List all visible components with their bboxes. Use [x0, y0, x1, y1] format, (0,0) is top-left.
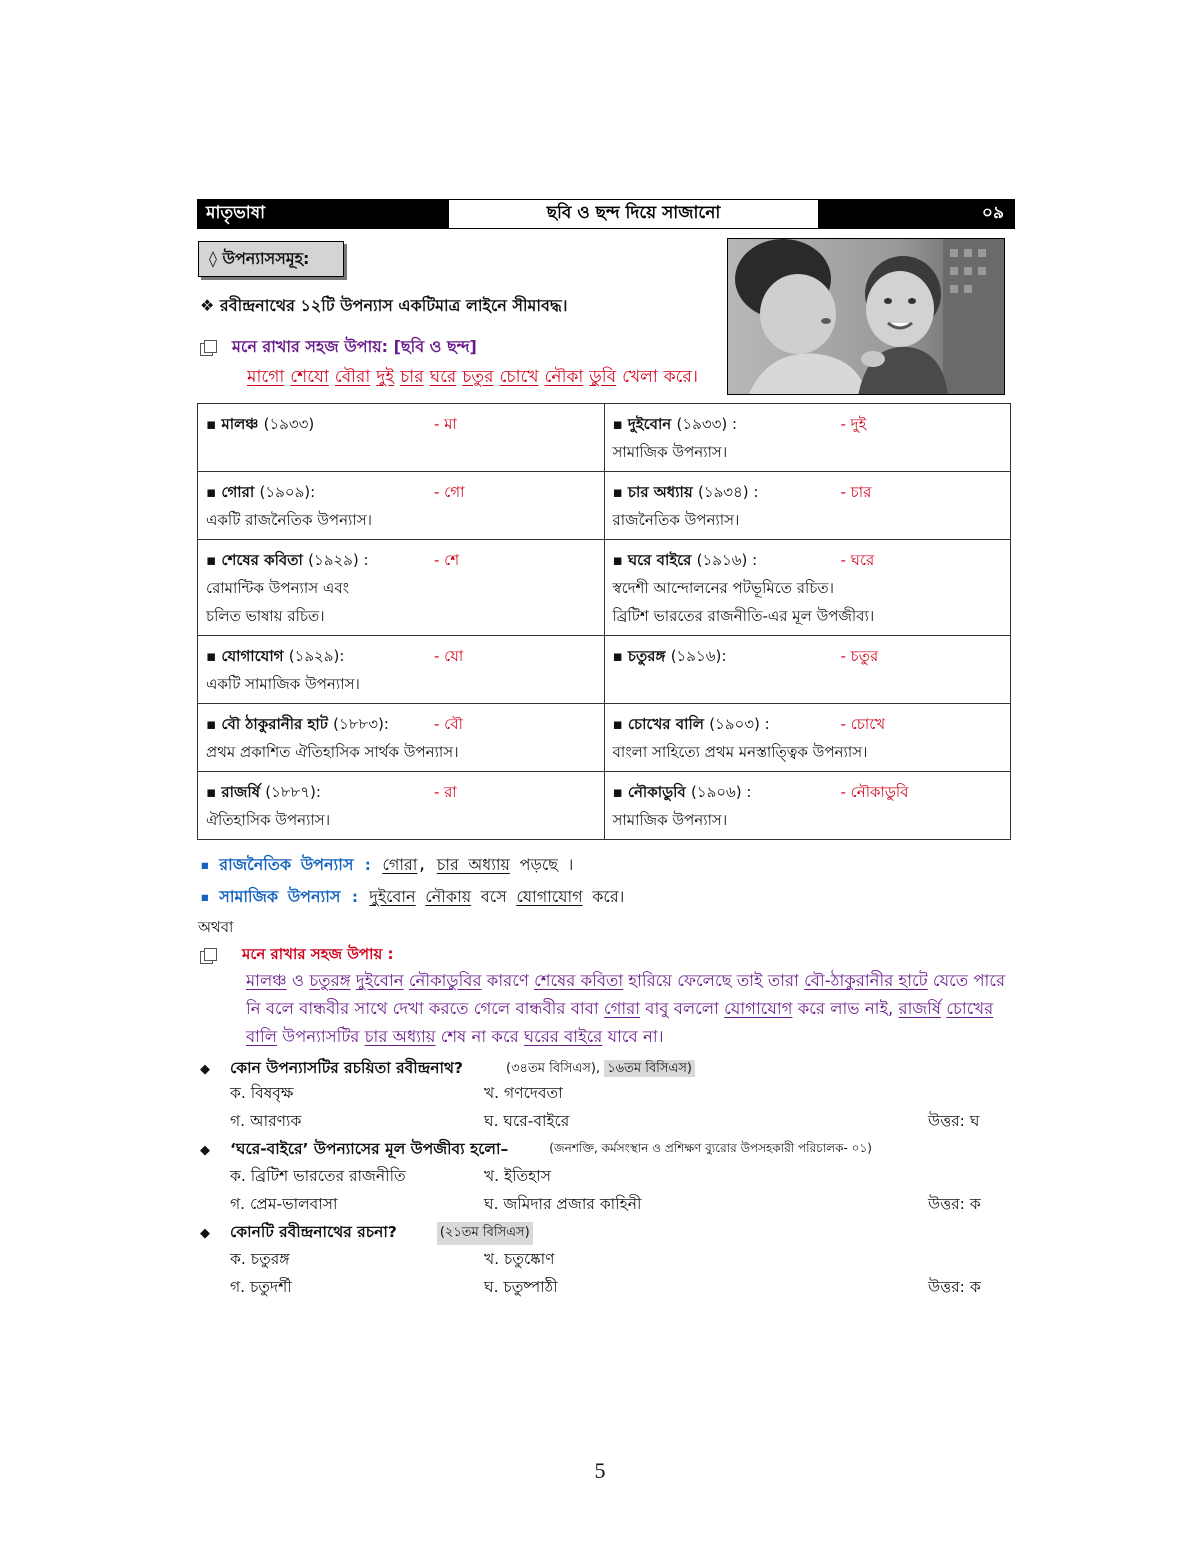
novel-heading: [206, 642, 596, 670]
story-novel-name: শেষের কবিতা: [534, 971, 624, 990]
novel-title: শেষের কবিতা: [221, 551, 303, 569]
option-d: ঘ. ঘরে-বাইরে: [484, 1112, 570, 1130]
table-row: [198, 636, 1011, 704]
novel-description: বাংলা সাহিত্যে প্রথম মনস্তাত্ত্বিক উপন্যাস।: [612, 743, 868, 761]
option-a: ক. বিষবৃক্ষ: [230, 1084, 294, 1102]
option-c: গ. চতুদর্শী: [230, 1278, 292, 1296]
story-novel-name: গোরা: [603, 999, 641, 1018]
diamond-bullet-icon: ◆: [200, 1142, 210, 1158]
novel-title: ঘরে বাইরে: [627, 551, 692, 569]
square-bullet-icon: ▪: [206, 715, 222, 733]
story-text: শেষ না করে: [435, 1027, 524, 1046]
novel-cell: [198, 404, 605, 472]
political-label: ▪ রাজনৈতিক উপন্যাস :: [200, 855, 373, 874]
answer: উত্তর: ক: [928, 1195, 981, 1213]
story-novel-name: ঘরের বাইরে: [523, 1027, 603, 1046]
mnemonic-word: ডুবি: [589, 367, 617, 387]
novel-title: দুইবোন: [627, 415, 672, 433]
social-novel: দুইবোন: [369, 887, 416, 906]
option-b: খ. চতুষ্কোণ: [484, 1250, 555, 1268]
story-novel-name: চতুরঙ্গ: [309, 971, 351, 990]
story-novel-name: চার অধ্যায়: [364, 1027, 436, 1046]
square-bullet-icon: ▪: [612, 483, 628, 501]
story-text: হারিয়ে ফেলেছে তাই তারা: [623, 971, 805, 990]
political-novel: গোরা: [382, 855, 418, 874]
story-novel-name: দুইবোন: [355, 971, 404, 990]
or-text: অথবা: [198, 918, 234, 936]
novel-year: (১৯০৯):: [259, 483, 316, 501]
novel-description: স্বদেশী আন্দোলনের পটভূমিতে রচিত।: [612, 579, 835, 597]
novel-mnemonic-code: - মা: [434, 415, 457, 433]
novel-description: ঐতিহাসিক উপন্যাস।: [206, 811, 331, 829]
novel-year: (১৯৩৩): [263, 415, 315, 433]
square-bullet-icon: ▪: [612, 715, 628, 733]
option-a: ক. চতুরঙ্গ: [230, 1250, 290, 1268]
story-novel-name: মালঞ্চ: [246, 971, 287, 990]
novel-heading: [613, 778, 1003, 806]
copy-icon: [200, 948, 216, 964]
option-d: ঘ. চতুষ্পাঠী: [484, 1278, 558, 1296]
answer: উত্তর: ক: [928, 1278, 981, 1296]
novel-title: বৌ ঠাকুরানীর হাট: [221, 715, 328, 733]
novel-title: চোখের বালি: [627, 715, 704, 733]
table-row: [198, 472, 1011, 540]
social-label: ▪ সামাজিক উপন্যাস :: [200, 887, 360, 906]
square-bullet-icon: ▪: [612, 415, 628, 433]
novel-description: রাজনৈতিক উপন্যাস।: [612, 511, 740, 529]
political-novel: চার অধ্যায়: [436, 855, 510, 874]
option-a: ক. ব্রিটিশ ভারতের রাজনীতি: [230, 1167, 406, 1185]
novel-title: চতুরঙ্গ: [627, 647, 666, 665]
novel-year: (১৯১৬):: [670, 647, 727, 665]
novel-cell: [604, 772, 1011, 840]
novel-mnemonic-code: - ঘরে: [840, 551, 875, 569]
mnemonic-word: মাগো: [247, 367, 285, 387]
chapter-header: [197, 199, 1015, 229]
novel-description: সামাজিক উপন্যাস।: [612, 443, 728, 461]
political-separator: ,: [417, 855, 428, 874]
novel-mnemonic-code: - বৌ: [434, 715, 463, 733]
novel-mnemonic-code: - গো: [434, 483, 465, 501]
novel-name: [613, 410, 841, 438]
novel-heading: [613, 410, 1003, 438]
diamond-bullet-icon: ◆: [200, 1061, 210, 1077]
novel-cell: [604, 540, 1011, 636]
square-bullet-icon: ▪: [612, 783, 628, 801]
novel-name: [613, 778, 841, 806]
source-text: ১৬তম বিসিএস): [604, 1060, 695, 1077]
novel-mnemonic-code: - রা: [434, 783, 457, 801]
option-c: গ. প্রেম-ভালবাসা: [230, 1195, 338, 1213]
social-novel: নৌকায়: [425, 887, 472, 906]
political-novels-line: [200, 852, 573, 879]
novel-heading: [613, 710, 1003, 738]
table-row: [198, 772, 1011, 840]
story-novel-name: নৌকাডুবির: [408, 971, 482, 990]
square-bullet-icon: ▪: [612, 551, 628, 569]
chapter-number: ০৯: [819, 200, 1014, 228]
question-3: [200, 1220, 533, 1246]
novel-name: [613, 710, 841, 738]
square-bullet-icon: ▪: [206, 551, 222, 569]
novel-cell: [198, 472, 605, 540]
social-novel: যোগাযোগ: [516, 887, 583, 906]
novel-description: প্রথম প্রকাশিত ঐতিহাসিক সার্থক উপন্যাস।: [206, 743, 459, 761]
option-b: খ. ইতিহাস: [484, 1167, 552, 1185]
novel-year: (১৯২৯) :: [308, 551, 369, 569]
novel-cell: [604, 636, 1011, 704]
novel-heading: [613, 478, 1003, 506]
social-rest: করে।: [592, 887, 625, 906]
novel-cell: [198, 704, 605, 772]
story-novel-name: বৌ-ঠাকুরানীর হাটে: [804, 971, 928, 990]
novel-description: সামাজিক উপন্যাস।: [612, 811, 728, 829]
story-text: বাবু বললো: [640, 999, 725, 1018]
question-source: (জনশক্তি, কর্মসংস্থান ও প্রশিক্ষণ ব্যুরোর উপসহকারী পরিচালক- ০১): [549, 1141, 872, 1155]
page-number: 5: [594, 1458, 606, 1483]
square-bullet-icon: ▪: [206, 783, 222, 801]
story-text: উপন্যাসটির: [276, 1027, 365, 1046]
novel-year: (১৯০৬) :: [690, 783, 752, 801]
novel-cell: [604, 704, 1011, 772]
novel-title: গোরা: [221, 483, 255, 501]
mnemonic-word: চতুর: [462, 367, 494, 387]
novel-title: মালঞ্চ: [221, 415, 259, 433]
tip2-heading-text: মনে রাখার সহজ উপায় :: [242, 945, 394, 963]
mnemonic-word: নৌকা: [544, 367, 584, 387]
novel-title: রাজর্ষি: [221, 783, 260, 801]
novel-cell: [198, 540, 605, 636]
novel-heading: [613, 546, 1003, 574]
mnemonic-line: [247, 364, 698, 392]
option-d: ঘ. জমিদার প্রজার কাহিনী: [484, 1195, 642, 1213]
answer: উত্তর: ঘ: [928, 1112, 980, 1130]
source-separator: ,: [595, 1060, 601, 1076]
square-bullet-icon: ▪: [206, 483, 222, 501]
tip-heading-text: মনে রাখার সহজ উপায়: [ছবি ও ছন্দ]: [232, 337, 477, 356]
novel-heading: [613, 642, 1003, 670]
novel-year: (১৯৩৪) :: [697, 483, 759, 501]
tip-heading: [200, 334, 477, 361]
section-title: ◊ উপন্যাসসমূহ:: [198, 241, 344, 277]
question-1: [200, 1056, 698, 1082]
novel-title: যোগাযোগ: [221, 647, 284, 665]
novels-table: [197, 403, 1011, 840]
novel-year: (১৯৩৩) :: [676, 415, 737, 433]
mnemonic-word: করে।: [663, 367, 698, 387]
novel-title: নৌকাডুবি: [627, 783, 686, 801]
mnemonic-word: চোখে: [499, 367, 539, 387]
story-novel-name: চোখের বালি: [246, 999, 994, 1046]
novel-year: (১৯১৬) :: [696, 551, 758, 569]
story-text: কারণে: [481, 971, 535, 990]
mnemonic-word: দুই: [376, 367, 395, 387]
diamond-bullet-icon: ◆: [200, 1225, 210, 1241]
novel-mnemonic-code: - নৌকাডুবি: [840, 783, 909, 801]
novel-name: [206, 478, 434, 506]
novel-description: চলিত ভাষায় রচিত।: [206, 607, 325, 625]
novel-description: একটি সামাজিক উপন্যাস।: [206, 675, 360, 693]
novel-mnemonic-code: - যো: [434, 647, 464, 665]
story-text: করে লাভ নাই,: [792, 999, 899, 1018]
novel-name: [613, 546, 841, 574]
novel-name: [206, 410, 434, 438]
novel-heading: [206, 778, 596, 806]
novel-heading: [206, 478, 596, 506]
novel-heading: [206, 710, 596, 738]
story-novel-name: রাজর্ষি: [898, 999, 941, 1018]
novel-mnemonic-code: - দুই: [840, 415, 867, 433]
novel-cell: [198, 772, 605, 840]
novel-name: [206, 642, 434, 670]
option-b: খ. গণদেবতা: [484, 1084, 563, 1102]
mnemonic-word: খেলা: [622, 367, 658, 387]
story-novel-name: যোগাযোগ: [724, 999, 793, 1018]
mnemonic-word: চার: [400, 367, 424, 387]
photo-illustration: [728, 239, 1005, 395]
novel-mnemonic-code: - চার: [840, 483, 872, 501]
intro-line: ❖ রবীন্দ্রনাথের ১২টি উপন্যাস একটিমাত্র লাইনে সীমাবদ্ধ।: [200, 296, 568, 315]
novel-name: [206, 778, 434, 806]
novel-year: (১৮৮৭):: [265, 783, 321, 801]
subject-label: মাতৃভাষা: [198, 200, 448, 228]
novel-heading: [206, 410, 596, 438]
novel-mnemonic-code: - শে: [434, 551, 460, 569]
novel-title: চার অধ্যায়: [627, 483, 693, 501]
table-row: [198, 540, 1011, 636]
novel-year: (১৯২৯):: [288, 647, 345, 665]
question-text: কোনটি রবীন্দ্রনাথের রচনা?: [230, 1223, 397, 1241]
novel-year: (১৮৮৩):: [333, 715, 389, 733]
novel-description: ব্রিটিশ ভারতের রাজনীতি-এর মূল উপজীব্য।: [612, 607, 875, 625]
novel-name: [206, 546, 434, 574]
social-novels-line: [200, 884, 624, 911]
option-c: গ. আরণ্যক: [230, 1112, 302, 1130]
story-text: যাবে না।: [602, 1027, 664, 1046]
social-mid: বসে: [480, 887, 507, 906]
mnemonic-story: [246, 967, 1016, 1051]
copy-icon: [200, 340, 216, 356]
square-bullet-icon: ▪: [206, 647, 222, 665]
novel-description: রোমান্টিক উপন্যাস এবং: [206, 579, 350, 597]
question-2: [200, 1137, 875, 1163]
novel-name: [206, 710, 434, 738]
question-text: কোন উপন্যাসটির রচয়িতা রবীন্দ্রনাথ?: [230, 1059, 464, 1077]
question-text: ‘ঘরে-বাইরে’ উপন্যাসের মূল উপজীব্য হলো–: [230, 1140, 509, 1158]
mnemonic-word: ঘরে: [429, 367, 457, 387]
novel-name: [613, 478, 841, 506]
novel-year: (১৯০৩) :: [709, 715, 770, 733]
source-text: (৩৪তম বিসিএস): [506, 1060, 596, 1076]
mnemonic-word: বৌরা: [334, 367, 371, 387]
political-rest: পড়ছে ।: [519, 855, 574, 874]
square-bullet-icon: ▪: [612, 647, 628, 665]
mother-child-photo: [727, 238, 1005, 395]
square-bullet-icon: ▪: [206, 415, 222, 433]
tip2-heading: [200, 943, 394, 968]
novel-cell: [604, 472, 1011, 540]
question-source: [503, 1058, 698, 1081]
novel-cell: [604, 404, 1011, 472]
table-row: [198, 404, 1011, 472]
novel-cell: [198, 636, 605, 704]
story-text: ও: [286, 971, 310, 990]
mnemonic-word: শেযো: [290, 367, 329, 387]
table-row: [198, 704, 1011, 772]
novel-description: একটি রাজনৈতিক উপন্যাস।: [206, 511, 373, 529]
question-source: (২১তম বিসিএস): [437, 1222, 533, 1245]
novel-name: [613, 642, 841, 670]
novel-mnemonic-code: - চতুর: [840, 647, 879, 665]
story-text: যেতে পারে নি বলে বান্ধবীর সাথে দেখা করতে গেলে বান্ধবীর বাবা: [246, 971, 1006, 1018]
chapter-title: ছবি ও ছন্দ দিয়ে সাজানো: [448, 200, 819, 228]
novel-mnemonic-code: - চোখে: [840, 715, 886, 733]
novel-heading: [206, 546, 596, 574]
